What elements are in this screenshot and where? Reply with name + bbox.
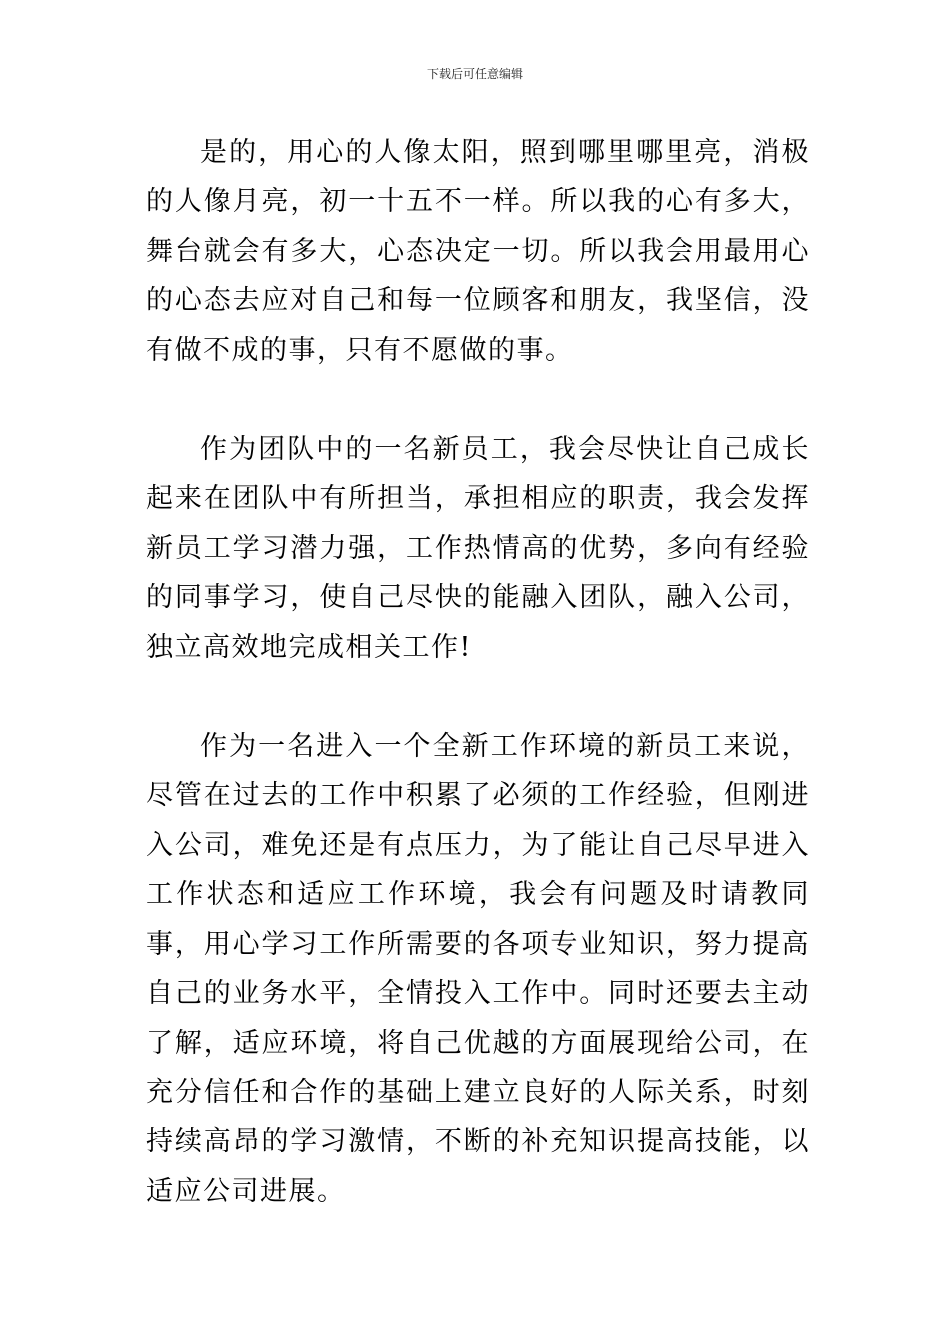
paragraph-3: 作为一名进入一个全新工作环境的新员工来说，尽管在过去的工作中积累了必须的工作经验，但刚进入公司，难免还是有点压力，为了能让自己尽早进入工作状态和适应工作环境，我会有问题及时请教同事，用心学习工作所需要的各项专业知识，努力提高自己的业务水平，全情投入工作中。同时还要去主动了解，适应环境，将自己优越的方面展现给公司，在充分信任和合作的基础上建立良好的人际关系，时刻持续高昂的学习激情，不断的补充知识提高技能，以适应公司进展。 [146, 731, 810, 1207]
paragraph-2: 作为团队中的一名新员工，我会尽快让自己成长起来在团队中有所担当，承担相应的职责，我会发挥新员工学习潜力强，工作热情高的优势，多向有经验的同事学习，使自己尽快的能融入团队，融入公司，独立高效地完成相关工作! [146, 434, 810, 663]
paragraph-1: 是的，用心的人像太阳，照到哪里哪里亮，消极的人像月亮，初一十五不一样。所以我的心有多大，舞台就会有多大，心态决定一切。所以我会用最用心的心态去应对自己和每一位顾客和朋友，我坚信，没有做不成的事，只有不愿做的事。 [146, 137, 810, 366]
document-body [146, 128, 810, 1216]
page-header: 下载后可任意编辑 [426, 67, 523, 81]
